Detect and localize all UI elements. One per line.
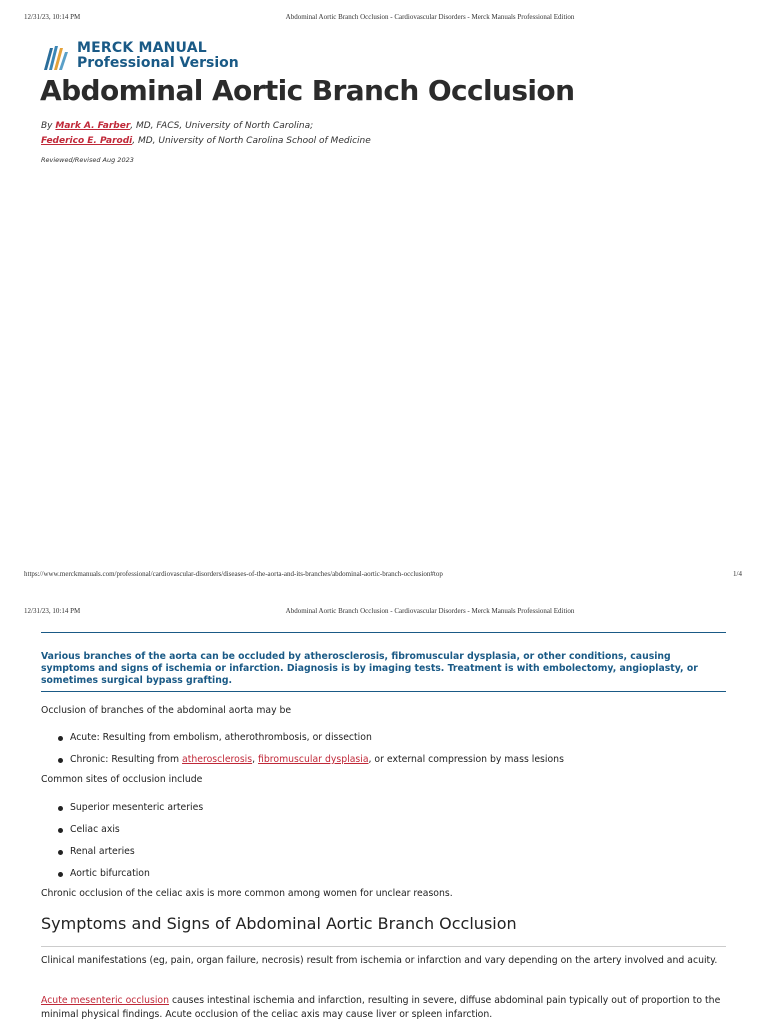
- clinical-text: Clinical manifestations (eg, pain, organ failure, necrosis) result from ischemia or infarction and vary depending on the artery involved and acuity.: [41, 955, 718, 966]
- print-page-title: Abdominal Aortic Branch Occlusion - Cardiovascular Disorders - Merck Manuals Professional Edition: [285, 13, 575, 21]
- list-item-acute: Acute: Resulting from embolism, atherothrombosis, or dissection: [70, 732, 372, 743]
- author1-link[interactable]: Mark A. Farber: [55, 121, 131, 131]
- atherosclerosis-link[interactable]: atherosclerosis: [182, 754, 253, 765]
- chronic-note: Chronic occlusion of the celiac axis is more common among women for unclear reasons.: [41, 888, 453, 899]
- byline-prefix: By: [41, 121, 56, 131]
- bullet-dot: [58, 872, 63, 877]
- merck-manual-logo[interactable]: [41, 40, 241, 72]
- byline-author2: [41, 136, 371, 146]
- author2-link[interactable]: Federico E. Parodi: [41, 136, 133, 146]
- print-page-title: Abdominal Aortic Branch Occlusion - Cardiovascular Disorders - Merck Manuals Professional Edition: [285, 607, 575, 615]
- occlusion-intro: Occlusion of branches of the abdominal aorta may be: [41, 705, 292, 716]
- mesenteric-paragraph: [41, 994, 731, 1022]
- print-header-page2: [0, 607, 768, 617]
- print-footer: [0, 570, 768, 580]
- acute-mesenteric-occlusion-link[interactable]: Acute mesenteric occlusion: [41, 995, 169, 1006]
- chronic-sep: ,: [252, 754, 259, 765]
- print-header: [0, 13, 768, 23]
- mesenteric-text: causes intestinal ischemia and infarction, resulting in severe, diffuse abdominal pain typically out of proportion to the minimal physical findings. Acute occlusion of the celiac axis may cause liver or spleen infarction.: [41, 995, 721, 1020]
- author1-affiliation: , MD, FACS, University of North Carolina;: [130, 121, 314, 131]
- list-item-site: Celiac axis: [70, 824, 120, 835]
- bullet-dot: [58, 850, 63, 855]
- chronic-suffix: , or external compression by mass lesions: [368, 754, 564, 765]
- fibromuscular-dysplasia-link[interactable]: fibromuscular dysplasia: [258, 754, 369, 765]
- print-datetime: 12/31/23, 10:14 PM: [24, 13, 81, 21]
- print-url: https://www.merckmanuals.com/professional/cardiovascular-disorders/diseases-of-the-aorta-and-its-branches/abdominal-aortic-branch-occlusion#top: [24, 570, 443, 578]
- logo-line2: Professional Version: [77, 55, 239, 71]
- author2-affiliation: , MD, University of North Carolina School of Medicine: [132, 136, 371, 146]
- chronic-prefix: Chronic: Resulting from: [70, 754, 183, 765]
- merck-logo-icon: [41, 42, 71, 72]
- summary-bottom-rule: [41, 691, 726, 692]
- list-item-chronic: [70, 753, 730, 767]
- bullet-dot: [58, 758, 63, 763]
- summary-text: Various branches of the aorta can be occluded by atherosclerosis, fibromuscular dysplasia, or other conditions, causing symptoms and signs of ischemia or infarction. Diagnosis is by imaging tests. Treatment is with embolectomy, angioplasty, or sometimes surgical bypass grafting.: [41, 651, 698, 686]
- print-page-number: 1/4: [733, 570, 742, 578]
- section-heading-symptoms: Symptoms and Signs of Abdominal Aortic Branch Occlusion: [41, 914, 517, 933]
- bullet-dot: [58, 736, 63, 741]
- list-item-site: Aortic bifurcation: [70, 868, 150, 879]
- reviewed-date: Reviewed/Revised Aug 2023: [41, 156, 134, 164]
- bullet-dot: [58, 806, 63, 811]
- logo-line1: MERCK MANUAL: [77, 40, 207, 56]
- list-item-site: Renal arteries: [70, 846, 135, 857]
- list-item-site: Superior mesenteric arteries: [70, 802, 204, 813]
- common-sites-intro: Common sites of occlusion include: [41, 774, 203, 785]
- page-title: Abdominal Aortic Branch Occlusion: [40, 74, 575, 107]
- print-datetime: 12/31/23, 10:14 PM: [24, 607, 81, 615]
- byline-author1: [41, 121, 313, 131]
- summary-top-rule: [41, 632, 726, 633]
- bullet-dot: [58, 828, 63, 833]
- section-heading-rule: [41, 946, 726, 947]
